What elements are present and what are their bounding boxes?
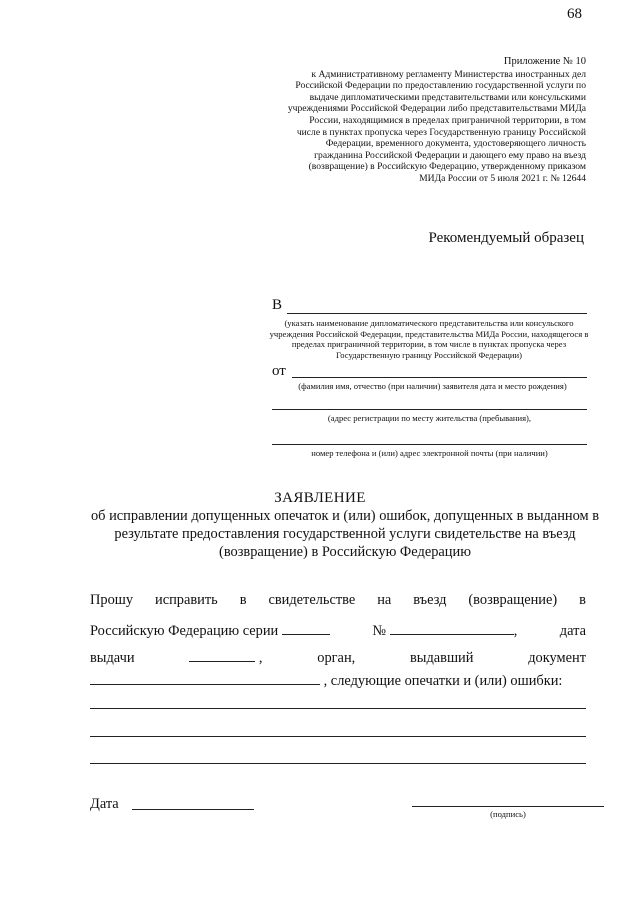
body-line-4: , следующие опечатки и (или) ошибки: [90,670,562,690]
body-line-2 [90,620,586,640]
errors-line-1[interactable] [90,708,586,709]
signature-field[interactable] [412,806,604,807]
word: исправить [155,592,218,608]
errors-line-2[interactable] [90,736,586,737]
series-field[interactable] [282,620,330,635]
body-line-1 [90,592,586,609]
contact-note: номер телефона и (или) адрес электронной почты (при наличии) [311,448,548,458]
to-label: В [272,297,283,313]
to-input-line[interactable] [287,313,587,314]
word: в [239,592,247,608]
statement-title: ЗАЯВЛЕНИЕ [274,490,366,506]
page-number: 68 [567,6,582,22]
document-word: документ [528,650,586,666]
from-input-line[interactable] [292,377,587,378]
issued-word: выдавший [410,650,474,666]
appendix-text: к Административному регламенту Министерства иностранных дел Российской Федерации по предоставлению государственной услуги по выдаче дипломатическими представительствами или консульскими учреждениями Российской Федерации либо представительствами МИДа России, находящимися в пределах приграничной территории, в том числе в пунктах пропуска через Государственную границу Российской Федерации, временного документа, удостоверяющего личность гражданина Российской Федерации и дающего ему право на въезд (возвращение) в Российскую Федерацию, утвержденному приказом МИДа России от 5 июля 2021 г. № 12644 [287,68,586,184]
organ-word: орган, [317,650,356,666]
issue-date-field[interactable] [189,647,255,662]
word: на [377,592,392,608]
word: въезд [413,592,447,608]
statement-subtitle: об исправлении допущенных опечаток и (или) ошибок, допущенных в выданном в результате предоставления государственной услуги свидетельстве на въезд (возвращение) в Российскую Федерацию [90,508,600,560]
number-label: № , [372,620,517,640]
address-input-line[interactable] [272,409,587,410]
date-field[interactable] [132,809,254,810]
recommended-sample-label: Рекомендуемый образец [428,230,584,246]
series-label: Российскую Федерацию серии [90,620,330,640]
word: в [579,592,586,608]
issue-word: выдачи [90,650,135,666]
from-note: (фамилия имя, отчество (при наличии) заявителя дата и место рождения) [298,381,567,391]
to-note: (указать наименование дипломатического представительства или консульского учреждения Российской Федерации, представительства МИДа России, находящегося в пределах приграничной территории, в том числе в пунктах пропуска через Государственную границу Российской Федерации) [269,318,589,360]
address-note: (адрес регистрации по месту жительства (пребывания), [327,413,532,423]
signature-note: (подпись) [490,809,526,819]
date-word: дата [559,623,586,639]
word: (возвращение) [468,592,558,608]
date-label: Дата [90,796,119,812]
appendix-title: Приложение № 10 [503,56,586,67]
word: Прошу [90,592,134,608]
from-label: от [272,363,286,379]
issuing-authority-field[interactable] [90,670,320,685]
errors-line-3[interactable] [90,763,586,764]
appendix-block [286,56,586,185]
word: свидетельстве [268,592,356,608]
contact-input-line[interactable] [272,444,587,445]
body-line-3: выдачи , орган, выдавший документ [90,647,586,667]
number-field[interactable] [390,620,514,635]
